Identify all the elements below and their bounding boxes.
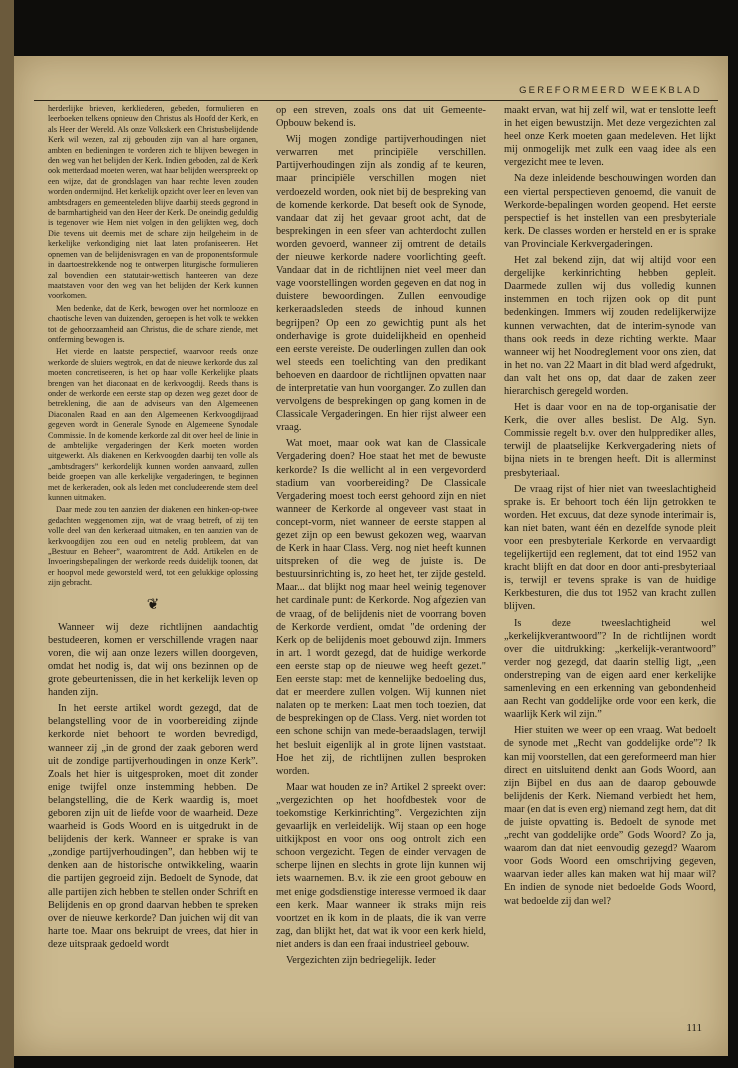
column-1	[48, 104, 258, 954]
document-page	[14, 56, 728, 1056]
paragraph: Wanneer wij deze richtlijnen aandachtig bestudeeren, komen er verschillende vragen naar voren, die wij aan onze lezers willen doorgeven, omdat het nodig is, dat wij ons bezinnen op de grote gebeurtenissen, die in het kerkelijk leven op handen zijn.	[48, 621, 258, 699]
paragraph: op een streven, zoals ons dat uit Gemeente-Opbouw bekend is.	[276, 105, 486, 130]
running-header	[34, 80, 718, 101]
paragraph: Wij mogen zondige partijverhoudingen niet verwarren met principiële verschillen. Partijverhoudingen zijn als zondig af te keuren, maar principiële verschillen mogen niet verdoezeld worden, ook niet bij de bespreking van de komende kerkorde. Dat beseft ook de Synode, vandaar dat zij het gevaar groot acht, dat de besprekingen in een sfeer van achterdocht zullen worden gevoerd, wanneer zij omtrent de details der nieuwe kerkorde nadere voorlichting geeft. Vandaar dat in de richtlijnen niet veel meer dan vage voorstellingen worden gegeven en dat nog in duistere bewoordingen. Zullen eenvoudige kerkeraadsleden steeds de inhoud kunnen begrijpen? Op een zo gewichtig punt als het onderhavige is grote duidelijkheid en openheid een eerste vereiste. De ouderlingen zullen dan ook wel steeds een toelichting van den predikant behoeven en daardoor de richtlijnen opvatten naar de interpretatie van hun voorganger. Zo zullen dan vervolgens de besprekingen op gang komen in de Classicale Vergaderingen. En hier rijst alweer een vraag.	[276, 134, 486, 434]
column-2	[276, 104, 486, 970]
paragraph: In het eerste artikel wordt gezegd, dat de belangstelling voor de in voorbereiding zijnde kerkorde niet behoort te worden bevredigd, wanneer zij „in de grond der zaak geboren werd uit de zondige partijverhoudingen in onze Kerk”. Zoals het hier is uitgesproken, moet dit zonder enige twijfel onze instemming hebben. De belangstelling, die de Kerk waardig is, moet geboren zijn uit de liefde voor de waarheid. Deze waarheid is Gods Woord en is uitgedrukt in de belijdenis der kerk. Wanneer er sprake is van „zondige partijverhoudingen”, dan hebben wij te denken aan de historische ontwikkeling, waarin die partijen gegroeid zijn. Bedoelt de Synode, dat alle partijen zich hebben te stellen onder Schrift en Belijdenis en op grond daarvan hebben te spreken over de nieuwe kerkorde? Dan juichen wij dit van harte toe. Maar ons bekruipt de vrees, dat hier in deze uitspraak gedoeld wordt	[48, 703, 258, 950]
paragraph: Na deze inleidende beschouwingen worden dan een viertal perspectieven genoemd, die vanuit de Werkorde-bepalingen worden geopend. Het eerste perspectief is het instellen van een presbyteriale kerk. De classes worden er hersteld en er is sprake van Provinciale Kerkvergaderingen.	[504, 173, 716, 250]
paragraph: Het is daar voor en na de top-organisatie der Kerk, die over alles beslist. De Alg. Syn. Commissie regelt b.v. over den hulpprediker alles, terwijl de plaatselijke Kerkvergadering niets of bijna niets in te brengen heeft. Dit is allerminst presbyteriaal.	[504, 402, 716, 479]
header-title: GEREFORMEERD WEEKBLAD	[519, 85, 702, 96]
page-number: 111	[686, 1022, 702, 1034]
binding-strip	[0, 0, 14, 1068]
paragraph: Hier stuiten we weer op een vraag. Wat bedoelt de synode met „Recht van goddelijke orde”? Ik kan mij voorstellen, dat een gereformeerd man hier direct en uitsluitend denkt aan Gods Woord, aan zijn Bijbel en dus aan de daarop gebouwde belijdenis der Kerk. Niemand verbiedt het hem, maar (en dat is even erg) niemand zegt hem, dat dit de juiste opvatting is. Bedoelt de synode met „recht van goddelijke orde” Gods Woord? Zo ja, waarom dan dat niet eenvoudig gezegd? Waarom voor Gods Woord een omschrijving gegeven, waarvan ieder alles kan maken wat hij maar wil? En indien de synode niet bedoelde Gods Woord, wat bedoelde zij dan wel?	[504, 725, 716, 907]
column-1-body-text	[48, 621, 258, 951]
paragraph: Vergezichten zijn bedriegelijk. Ieder	[286, 955, 436, 966]
paragraph: Men bedenke, dat de Kerk, bewogen over het normlooze en chaotische leven van duizenden, geroepen is het volk te wekken tot de gehoorzaamheid aan Christus, die de schare ziende, met ontferming bewogen is.	[48, 303, 258, 344]
column-1-small-text	[48, 104, 258, 589]
paragraph: maakt ervan, wat hij zelf wil, wat er tenslotte leeft in het eigen bewustzijn. Met deze vergezichten zal heel onze Kerk moeten gaan medeleven. Het lijkt mij onmogelijk met zulk een vaag idee als een vergezicht mee te leven.	[504, 105, 716, 169]
paragraph: Het zal bekend zijn, dat wij altijd voor een dergelijke kerkinrichting hebben gepleit. Daarmede zullen wij dus volledig kunnen instemmen en toch rijzen ook op dit punt bedenkingen. Immers wij zouden redelijkerwijze kunnen verwachten, dat de interim-synode van thans ook reeds in deze richting werkte. Maar wanneer wij het Noodreglement voor ons zien, dat in het no. van 22 Maart in dit blad werd afgedrukt, dan valt het ons op, dat daar de zaken zeer hierarchisch geregeld worden.	[504, 255, 716, 397]
paragraph: De vraag rijst of hier niet van tweeslachtigheid sprake is. Er behoort toch één lijn getrokken te worden. Het excuus, dat deze synode interimair is, kan niet baten, want één en dezelfde synode pleit voor een presbyteriale Kerkorde en vervaardigt tegelijkertijd een reglement, dat tot eind 1952 van kracht blijft en dat door en door anti-presbyteriaal is, terwijl er tevens sprake is van de huidige Kerkbesturen, die dus tot 1952 van kracht zullen blijven.	[504, 483, 716, 613]
paragraph: Daar mede zou ten aanzien der diakenen een hinken-op-twee gedachten weggenomen zijn, wat de vraag betreft, of zij ten volle deel van den kerkeraad uitmaken, en ten aanzien van de kerkvoogdijen zou een oud en netelig probleem, dat van „Bestuur en Beheer”, waaromtrent de Add. Artikelen en de Invoeringsbepalingen der werkorde reeds duidelijk toonen, dat er hoopvol mede geworsteld werd, tot een gelukkige oplossing zijn gebracht.	[48, 505, 258, 588]
paragraph: Is deze tweeslachtigheid wel „kerkelijkverantwoord”? In de richtlijnen wordt over die uitdrukking: „kerkelijk-verantwoord” verder nog gezegd, dat daarin stellig ligt, „een onderstreping van de eigen aard ener kerkelijke samenleving en een erkenning van gebondenheid aan Recht van goddelijke orde voor een kerk, die waarlijk Kerk wil zijn.”	[504, 617, 716, 721]
ornament-glyph: ❦	[146, 594, 160, 613]
paragraph: Wat moet, maar ook wat kan de Classicale Vergadering doen? Hoe staat het met de bewuste kerkorde? Is die wellicht al in een vergevorderd stadium van voorbereiding? De Classicale Vergadering moest toch eerst gehoord zijn en niet wanneer de Kerkorde al ongeveer vast staat in concept-vorm, niet wanneer de eerste stappen al gezet zijn op een bewust gekozen weg, waarvan de Kerk in haar Class. Verg. nog niet heeft kunnen uitspreken of die weg de juiste is. De bestuursinrichting is, zo heet het, ter zijde gesteld. Maar... dat blijkt nog maar heel weinig tegenover het cardinale punt: de Kerkorde. Nog afgezien van de vraag, of de belijdenis niet de voorrang boven de Kerkorde verdient, omdat "de ordening der Kerk op de belijdenis moet gebouwd zijn. Immers in art. 1 wordt gezegd, dat de huidige werkorde een eerste stap op de nieuwe weg heeft gezet." Een eerste stap: met de kennelijke bedoeling dus, dat er meerdere zullen volgen. Wij kunnen niet nalaten op te merken: Laat men toch toezien, dat de besprekingen op de Class. Verg. niet worden tot een schone schijn van mede-beraadslagen, terwijl het besluit eigenlijk al in grote lijnen vaststaat. Hoe het zij, de richtlijnen zullen besproken worden.	[276, 438, 486, 777]
paragraph: Het vierde en laatste perspectief, waarvoor reeds onze werkorde de sluiers wegtrok, en dat de nieuwe kerkorde dus zal moeten concretiseeren, is het op haar volle Kerkelijke plaats brengen van het diaconaat en de kerkvoogdij. Reeds thans is onder de werkorde een eerste stap op dezen weg gezet door de betreklening, die aan de adviseurs van den Algemeenen Diaconalen Raad en aan den Algemeenen Kerkvoogdijraad gegeven wordt in Generale Synode en Algemeene Synodale Commissie. In de komende kerkorde zal dit over heel de linie in de ambtelijke vergaderingen der Kerk moeten worden uitgewerkt. Als diakenen en Kerkvoogden daarbij ten volle als „ambtsdragers” kerkordelijk kunnen worden aanvaard, zullen beide groepen van alle kerkelijke vergaderingen, te beginnen met de kerkeraden, ook als leden met concludeerende stem deel kunnen uitmaken.	[48, 347, 258, 503]
column-3	[504, 104, 716, 911]
paragraph: herderlijke brieven, kerkliederen, gebeden, formulieren en leerboeken telkens opnieuw den Christus als Hoofd der Kerk, en als Heer der Wereld. Als onze Volkskerk een Christusbelijdende Kerk wil wezen, zal zij gebouden zijn van al hare organen, ambten en bedieningen te vorderen zich te blijven bewegen in den weg van het belijden der Kerk. Indien geboden, zal de Kerk ook metterdaad moeten weren, wat haar belijden weerspreekt op een wijze, dat de grondslagen van haar rechte leven zouden worden ondermijnd. Het kerkelijk opzicht over leer en leven van ambtsdragers en gemeenteleden blijve daarbij steeds gegrond in de barmhartigheid van den Heer der Kerk. De oneindig geduldig is tegenover wie Hem niet volgen in den gelijkten weg, doch Die tevens uit deernis met de schare zijn heilgeheim in de kerkelijke verkondiging niet laat laten profaniseeren. Het opnemen van de belijdenisvragen en van de proponentsformule in daartoestrekkende nog te ontwerpen liturgische formulieren zal bovendien een statutair-wettisch hanteeren van deze maatstaven voor den weg van het belijden der Kerk kunnen voorkomen.	[48, 104, 258, 301]
paragraph: Maar wat houden ze in? Artikel 2 spreekt over: „vergezichten op het hoofdbestek voor de toekomstige Kerkinrichting”. Vergezichten zijn gevaarlijk en verleidelijk. Wij staan op een hoge uitkijkpost en voor ons oog ontrolt zich een schoon vergezicht. Tegen de einder vervagen de scherpe lijnen en slechts in grote lijn kunnen wij iets waarnemen. B.v. ik zie een groot gebouw en met enige godsdienstige interesse vermoed ik daar een kerk. Maar wanneer ik straks mijn reis voortzet en ik kom in de plaats, die ik van verre zag, dan blijkt het, dat wat ik voor een kerk hield, niet anders is dan een fraai industrieel gebouw.	[276, 781, 486, 950]
